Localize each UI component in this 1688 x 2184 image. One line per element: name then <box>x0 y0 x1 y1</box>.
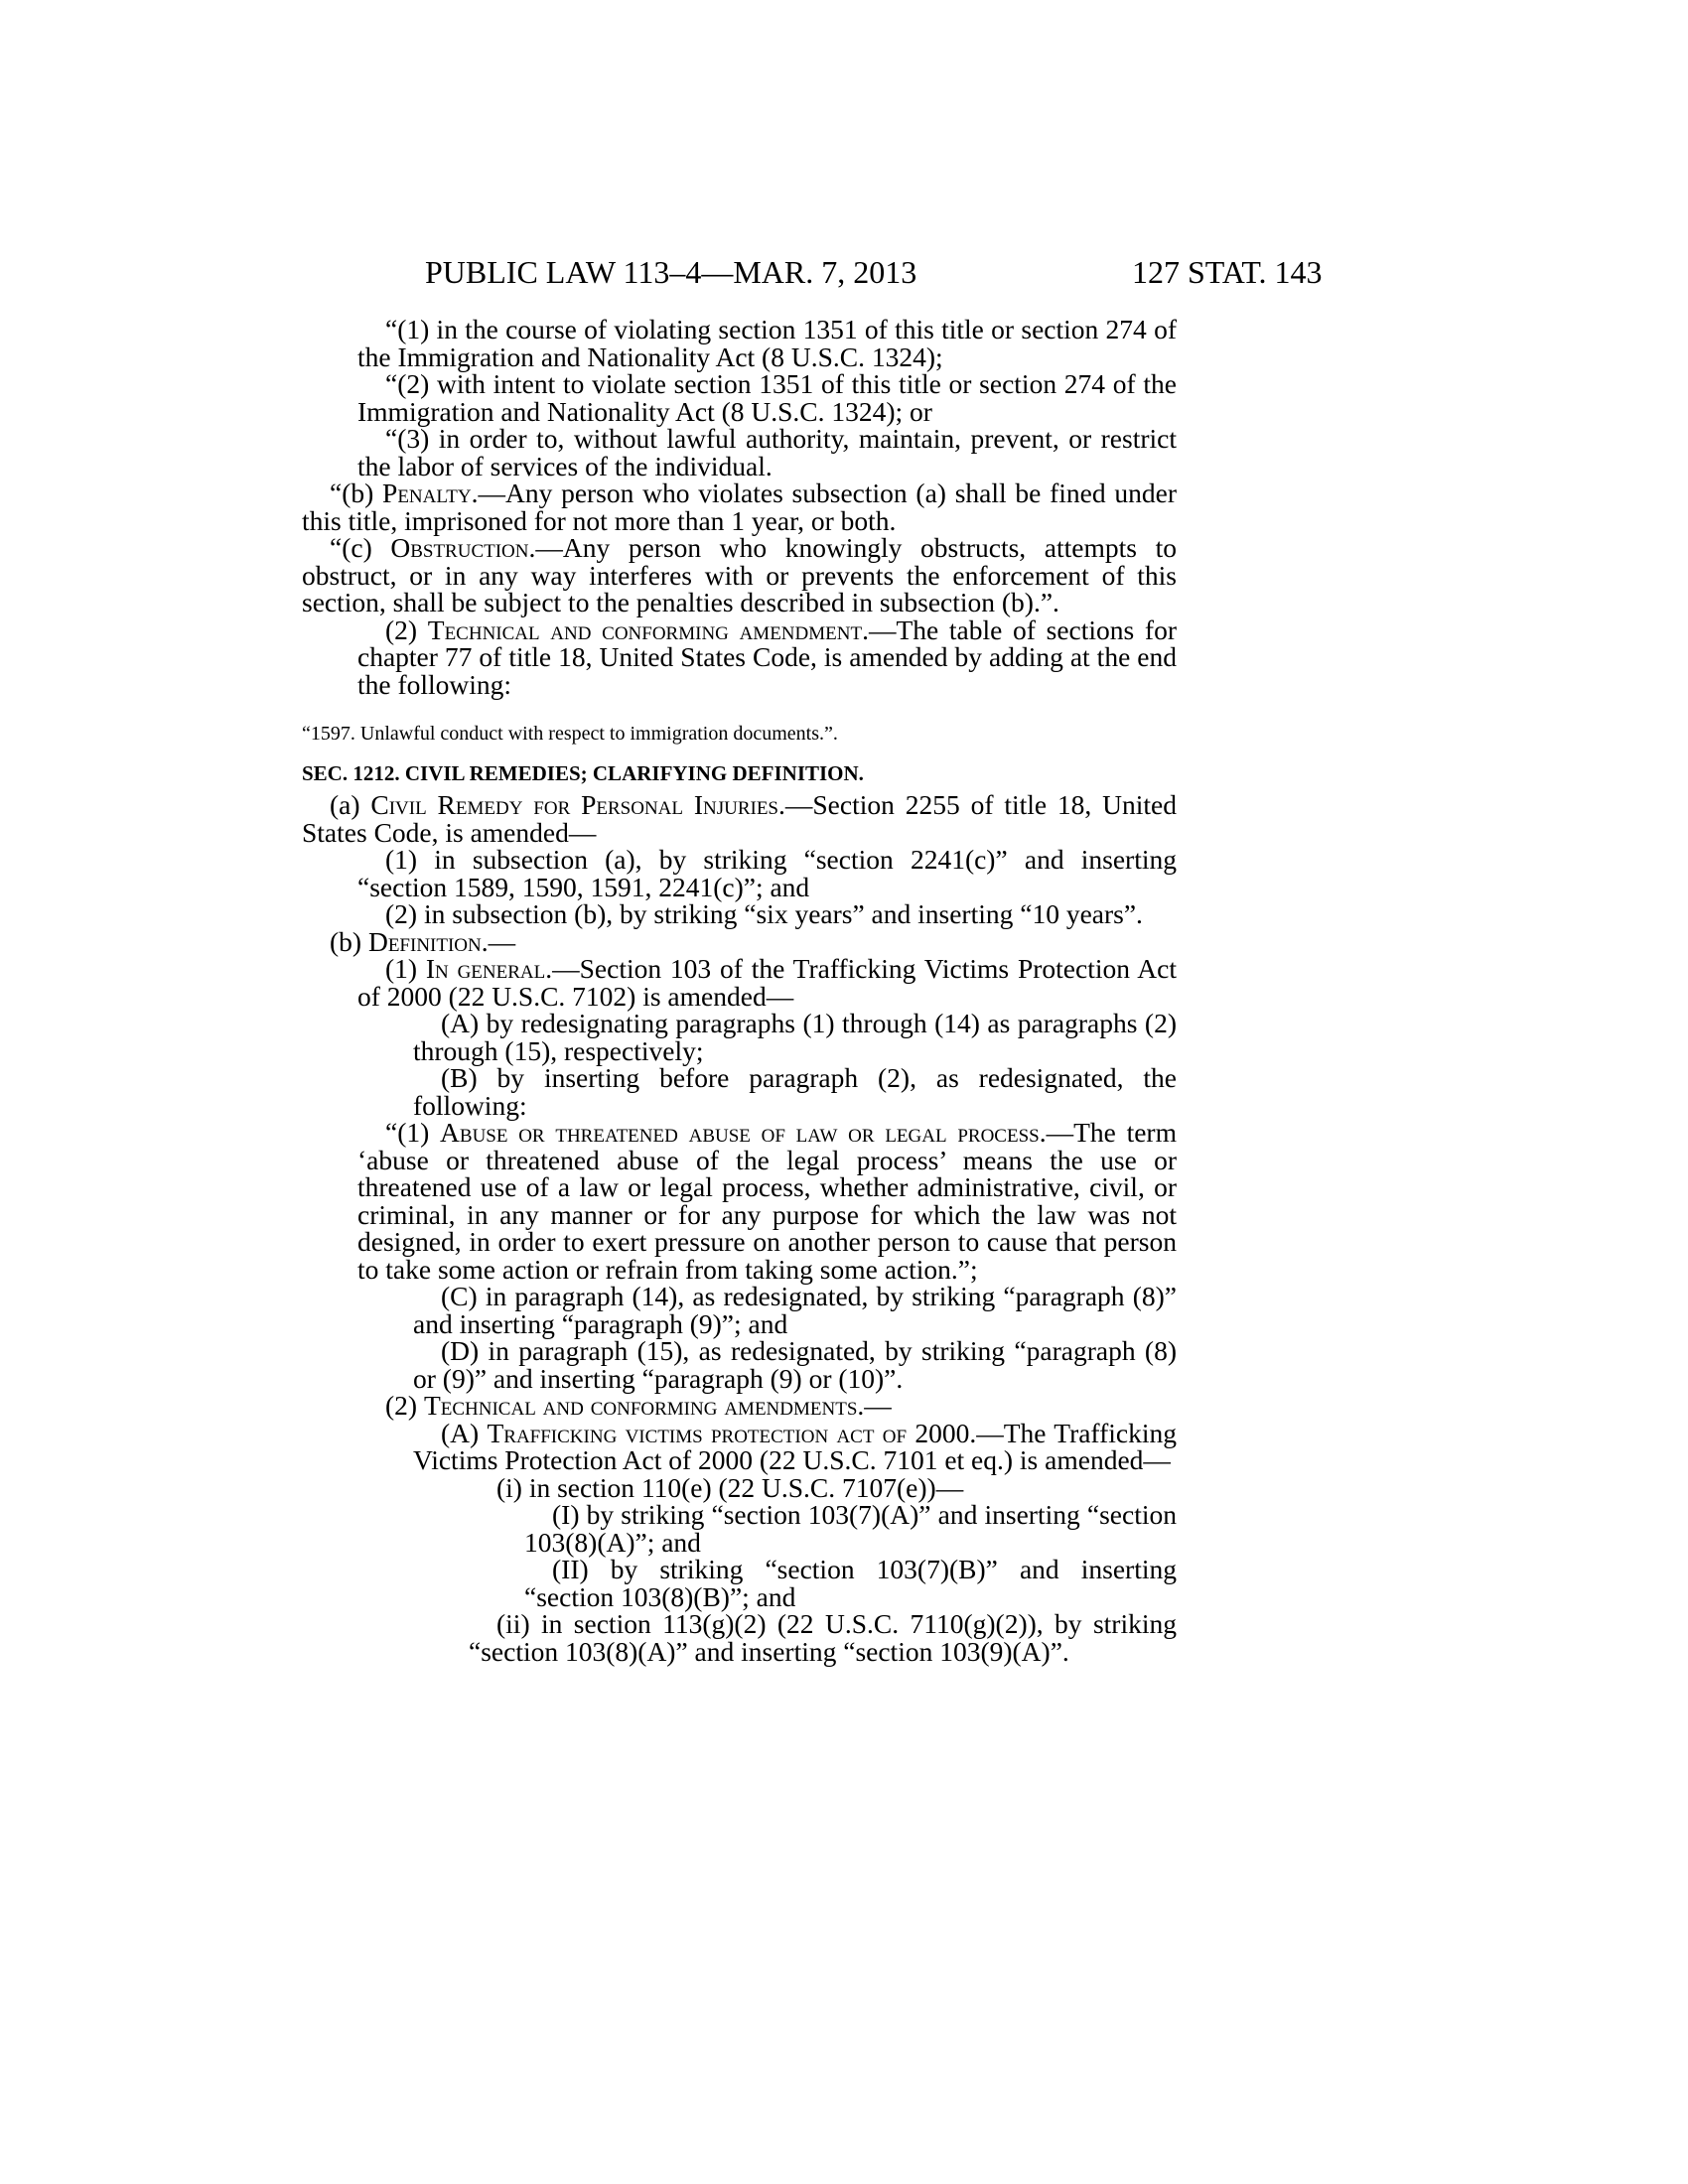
clause-2: “(2) with intent to violate section 1351 of this title or section 274 of the Immigration and Nationality Act (8 U.S.C. 1324); or <box>357 368 1177 427</box>
running-head: PUBLIC LAW 113–4—MAR. 7, 2013 <box>425 254 917 290</box>
paragraph-2-technical-amendment: (2) Technical and conforming amendment.—The table of sections for chapter 77 of title 18, United States Code, is amended by adding at the end the following: <box>357 614 1177 700</box>
clause-i: (i) in section 110(e) (22 U.S.C. 7107(e))— <box>496 1471 964 1503</box>
clause-1: “(1) in the course of violating section 1351 of this title or section 274 of the Immigration and Nationality Act (8 U.S.C. 1324); <box>357 314 1177 372</box>
paragraph-b1-in-general: (1) In general.—Section 103 of the Trafficking Victims Protection Act of 2000 (22 U.S.C. 7102) is amended— <box>357 953 1177 1012</box>
subclause-I: (I) by striking “section 103(7)(A)” and inserting “section 103(8)(A)”; and <box>524 1499 1177 1558</box>
subsection-b-definition: (b) Definition.— <box>330 925 516 957</box>
subsection-a-civil-remedy: (a) Civil Remedy for Personal Injuries.—Section 2255 of title 18, United States Code, is amended— <box>302 789 1177 848</box>
section-heading: SEC. 1212. CIVIL REMEDIES; CLARIFYING DEFINITION. <box>302 761 864 785</box>
subsection-b-penalty: “(b) Penalty.—Any person who violates subsection (a) shall be fined under this title, imprisoned for not more than 1 year, or both. <box>302 478 1177 536</box>
subparagraph-B: (B) by inserting before paragraph (2), as redesignated, the following: <box>413 1062 1177 1121</box>
subparagraph-A-tvpa: (A) Trafficking victims protection act of 2000.—The Trafficking Victims Protection Act of 2000 (22 U.S.C. 7101 et eq.) is amended— <box>413 1417 1177 1475</box>
subparagraph-A: (A) by redesignating paragraphs (1) through (14) as paragraphs (2) through (15), respectively; <box>413 1008 1177 1066</box>
subsection-c-obstruction: “(c) Obstruction.—Any person who knowingly obstructs, attempts to obstruct, or in any way interferes with or prevents the enforcement of this section, shall be subject to the penalties described in subsection (b).”. <box>302 532 1177 617</box>
page-body <box>302 316 1177 1665</box>
paragraph-a2: (2) in subsection (b), by striking “six years” and inserting “10 years”. <box>385 898 1143 929</box>
paragraph-a1: (1) in subsection (a), by striking “section 2241(c)” and inserting “section 1589, 1590, 1591, 2241(c)”; and <box>357 844 1177 902</box>
page-header <box>0 252 1688 292</box>
paragraph-b2-technical-amendments: (2) Technical and conforming amendments.— <box>385 1390 892 1421</box>
clause-ii: (ii) in section 113(g)(2) (22 U.S.C. 7110(g)(2)), by striking “section 103(8)(A)” and inserting “section 103(9)(A)”. <box>469 1608 1177 1667</box>
inserted-definition: “(1) Abuse or threatened abuse of law or legal process.—The term ‘abuse or threatened abuse of the legal process’ means the use or threatened use of a law or legal process, whether administrative, civil, or criminal, in any manner or for any purpose for which the law was not designed, in order to exert pressure on another person to cause that person to take some action or refrain from taking some action.”; <box>357 1117 1177 1285</box>
page-citation: 127 STAT. 143 <box>1132 254 1323 290</box>
subparagraph-D: (D) in paragraph (15), as redesignated, by striking “paragraph (8) or (9)” and inserting “paragraph (9) or (10)”. <box>413 1335 1177 1394</box>
clause-3: “(3) in order to, without lawful authority, maintain, prevent, or restrict the labor of services of the individual. <box>357 423 1177 481</box>
subclause-II: (II) by striking “section 103(7)(B)” and inserting “section 103(8)(B)”; and <box>524 1554 1177 1612</box>
table-of-sections-entry: “1597. Unlawful conduct with respect to immigration documents.”. <box>302 723 838 745</box>
subparagraph-C: (C) in paragraph (14), as redesignated, by striking “paragraph (8)” and inserting “paragraph (9)”; and <box>413 1281 1177 1339</box>
